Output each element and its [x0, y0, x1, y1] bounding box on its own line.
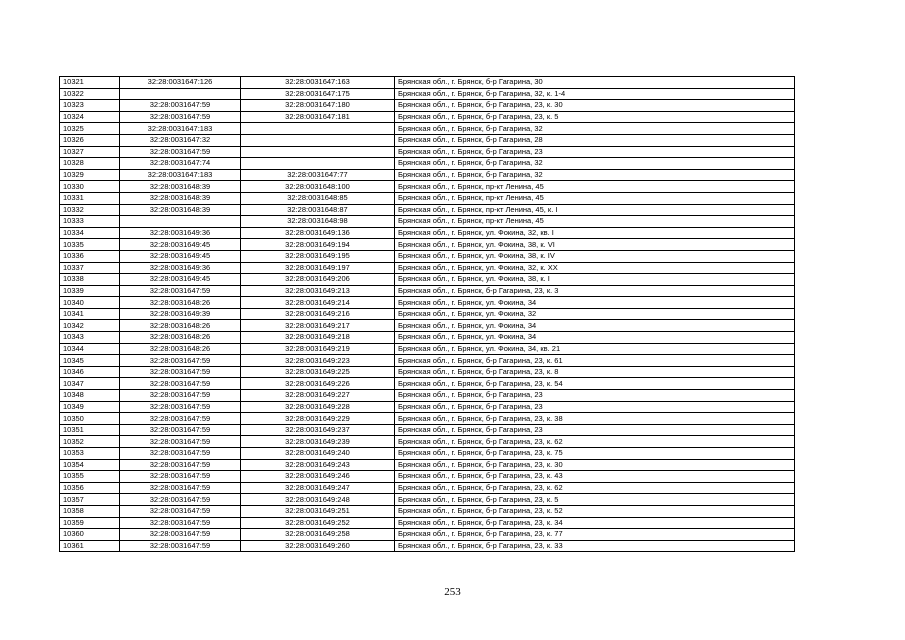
table-row [60, 343, 795, 355]
parcel-cadastral-number-cell: 32:28:0031647:59 [120, 401, 241, 413]
parcel-cadastral-number-cell: 32:28:0031647:59 [120, 285, 241, 297]
parcel-cadastral-number-cell: 32:28:0031647:59 [120, 482, 241, 494]
table-row [60, 494, 795, 506]
object-cadastral-number-cell: 32:28:0031649:218 [241, 332, 395, 344]
table-row [60, 146, 795, 158]
parcel-cadastral-number-cell: 32:28:0031648:26 [120, 332, 241, 344]
object-cadastral-number-cell: 32:28:0031649:240 [241, 448, 395, 460]
record-number-cell: 10341 [60, 308, 120, 320]
table-row [60, 482, 795, 494]
address-cell: Брянская обл., г. Брянск, б-р Гагарина, 32, к. 1-4 [395, 88, 795, 100]
parcel-cadastral-number-cell: 32:28:0031647:59 [120, 390, 241, 402]
parcel-cadastral-number-cell: 32:28:0031647:126 [120, 77, 241, 89]
address-cell: Брянская обл., г. Брянск, б-р Гагарина, 23, к. 34 [395, 517, 795, 529]
address-cell: Брянская обл., г. Брянск, ул. Фокина, 32, кв. I [395, 227, 795, 239]
record-number-cell: 10328 [60, 158, 120, 170]
object-cadastral-number-cell: 32:28:0031649:219 [241, 343, 395, 355]
object-cadastral-number-cell: 32:28:0031649:214 [241, 297, 395, 309]
object-cadastral-number-cell: 32:28:0031649:251 [241, 505, 395, 517]
address-cell: Брянская обл., г. Брянск, б-р Гагарина, 23, к. 43 [395, 471, 795, 483]
object-cadastral-number-cell: 32:28:0031649:260 [241, 540, 395, 552]
object-cadastral-number-cell [241, 134, 395, 146]
record-number-cell: 10323 [60, 100, 120, 112]
object-cadastral-number-cell [241, 123, 395, 135]
record-number-cell: 10344 [60, 343, 120, 355]
address-cell: Брянская обл., г. Брянск, пр-кт Ленина, 45 [395, 192, 795, 204]
object-cadastral-number-cell: 32:28:0031647:180 [241, 100, 395, 112]
table-row [60, 123, 795, 135]
table-row [60, 88, 795, 100]
table-row [60, 448, 795, 460]
table-row [60, 308, 795, 320]
address-cell: Брянская обл., г. Брянск, б-р Гагарина, 23, к. 30 [395, 459, 795, 471]
table-row [60, 285, 795, 297]
object-cadastral-number-cell: 32:28:0031649:243 [241, 459, 395, 471]
table-row [60, 227, 795, 239]
table-row [60, 390, 795, 402]
record-number-cell: 10332 [60, 204, 120, 216]
parcel-cadastral-number-cell: 32:28:0031647:32 [120, 134, 241, 146]
object-cadastral-number-cell: 32:28:0031649:227 [241, 390, 395, 402]
registry-table [59, 76, 795, 552]
object-cadastral-number-cell: 32:28:0031649:195 [241, 250, 395, 262]
parcel-cadastral-number-cell [120, 88, 241, 100]
object-cadastral-number-cell: 32:28:0031648:85 [241, 192, 395, 204]
record-number-cell: 10351 [60, 424, 120, 436]
address-cell: Брянская обл., г. Брянск, б-р Гагарина, 23, к. 33 [395, 540, 795, 552]
table-row [60, 366, 795, 378]
address-cell: Брянская обл., г. Брянск, б-р Гагарина, 23, к. 3 [395, 285, 795, 297]
address-cell: Брянская обл., г. Брянск, пр-кт Ленина, 45, к. I [395, 204, 795, 216]
address-cell: Брянская обл., г. Брянск, б-р Гагарина, 23, к. 62 [395, 482, 795, 494]
record-number-cell: 10357 [60, 494, 120, 506]
parcel-cadastral-number-cell: 32:28:0031649:45 [120, 274, 241, 286]
parcel-cadastral-number-cell: 32:28:0031647:59 [120, 378, 241, 390]
table-row [60, 529, 795, 541]
object-cadastral-number-cell: 32:28:0031649:226 [241, 378, 395, 390]
record-number-cell: 10345 [60, 355, 120, 367]
object-cadastral-number-cell: 32:28:0031649:136 [241, 227, 395, 239]
record-number-cell: 10361 [60, 540, 120, 552]
table-row [60, 204, 795, 216]
object-cadastral-number-cell: 32:28:0031649:252 [241, 517, 395, 529]
object-cadastral-number-cell: 32:28:0031648:87 [241, 204, 395, 216]
table-row [60, 320, 795, 332]
table-row [60, 332, 795, 344]
table-row [60, 355, 795, 367]
address-cell: Брянская обл., г. Брянск, ул. Фокина, 38, к. IV [395, 250, 795, 262]
table-row [60, 158, 795, 170]
record-number-cell: 10347 [60, 378, 120, 390]
object-cadastral-number-cell: 32:28:0031649:258 [241, 529, 395, 541]
address-cell: Брянская обл., г. Брянск, пр-кт Ленина, 45 [395, 181, 795, 193]
object-cadastral-number-cell [241, 158, 395, 170]
parcel-cadastral-number-cell: 32:28:0031648:26 [120, 297, 241, 309]
parcel-cadastral-number-cell: 32:28:0031647:183 [120, 169, 241, 181]
parcel-cadastral-number-cell: 32:28:0031647:59 [120, 355, 241, 367]
parcel-cadastral-number-cell: 32:28:0031649:36 [120, 262, 241, 274]
record-number-cell: 10360 [60, 529, 120, 541]
record-number-cell: 10343 [60, 332, 120, 344]
record-number-cell: 10340 [60, 297, 120, 309]
record-number-cell: 10358 [60, 505, 120, 517]
address-cell: Брянская обл., г. Брянск, б-р Гагарина, 23, к. 52 [395, 505, 795, 517]
address-cell: Брянская обл., г. Брянск, ул. Фокина, 34 [395, 332, 795, 344]
address-cell: Брянская обл., г. Брянск, б-р Гагарина, 23, к. 61 [395, 355, 795, 367]
table-row [60, 297, 795, 309]
address-cell: Брянская обл., г. Брянск, б-р Гагарина, 23 [395, 390, 795, 402]
parcel-cadastral-number-cell: 32:28:0031647:59 [120, 471, 241, 483]
parcel-cadastral-number-cell: 32:28:0031647:59 [120, 424, 241, 436]
table-row [60, 134, 795, 146]
record-number-cell: 10353 [60, 448, 120, 460]
record-number-cell: 10354 [60, 459, 120, 471]
parcel-cadastral-number-cell: 32:28:0031647:59 [120, 459, 241, 471]
record-number-cell: 10327 [60, 146, 120, 158]
object-cadastral-number-cell: 32:28:0031649:248 [241, 494, 395, 506]
record-number-cell: 10342 [60, 320, 120, 332]
parcel-cadastral-number-cell: 32:28:0031648:26 [120, 343, 241, 355]
record-number-cell: 10334 [60, 227, 120, 239]
parcel-cadastral-number-cell: 32:28:0031647:59 [120, 517, 241, 529]
object-cadastral-number-cell: 32:28:0031647:181 [241, 111, 395, 123]
address-cell: Брянская обл., г. Брянск, ул. Фокина, 32, к. XX [395, 262, 795, 274]
address-cell: Брянская обл., г. Брянск, б-р Гагарина, 23, к. 54 [395, 378, 795, 390]
table-row [60, 540, 795, 552]
parcel-cadastral-number-cell: 32:28:0031647:59 [120, 146, 241, 158]
object-cadastral-number-cell: 32:28:0031649:223 [241, 355, 395, 367]
record-number-cell: 10321 [60, 77, 120, 89]
object-cadastral-number-cell: 32:28:0031649:247 [241, 482, 395, 494]
address-cell: Брянская обл., г. Брянск, б-р Гагарина, 23, к. 38 [395, 413, 795, 425]
parcel-cadastral-number-cell: 32:28:0031648:39 [120, 181, 241, 193]
parcel-cadastral-number-cell: 32:28:0031648:26 [120, 320, 241, 332]
address-cell: Брянская обл., г. Брянск, б-р Гагарина, 23, к. 8 [395, 366, 795, 378]
address-cell: Брянская обл., г. Брянск, б-р Гагарина, 28 [395, 134, 795, 146]
address-cell: Брянская обл., г. Брянск, ул. Фокина, 32 [395, 308, 795, 320]
object-cadastral-number-cell: 32:28:0031648:100 [241, 181, 395, 193]
table-row [60, 471, 795, 483]
object-cadastral-number-cell: 32:28:0031649:217 [241, 320, 395, 332]
parcel-cadastral-number-cell: 32:28:0031649:45 [120, 239, 241, 251]
address-cell: Брянская обл., г. Брянск, б-р Гагарина, 23 [395, 424, 795, 436]
record-number-cell: 10336 [60, 250, 120, 262]
object-cadastral-number-cell: 32:28:0031649:239 [241, 436, 395, 448]
record-number-cell: 10325 [60, 123, 120, 135]
table-row [60, 424, 795, 436]
address-cell: Брянская обл., г. Брянск, б-р Гагарина, 23, к. 5 [395, 494, 795, 506]
record-number-cell: 10335 [60, 239, 120, 251]
table-row [60, 262, 795, 274]
object-cadastral-number-cell: 32:28:0031649:229 [241, 413, 395, 425]
object-cadastral-number-cell: 32:28:0031649:228 [241, 401, 395, 413]
parcel-cadastral-number-cell: 32:28:0031648:39 [120, 192, 241, 204]
address-cell: Брянская обл., г. Брянск, б-р Гагарина, 23, к. 77 [395, 529, 795, 541]
address-cell: Брянская обл., г. Брянск, ул. Фокина, 38, к. VI [395, 239, 795, 251]
address-cell: Брянская обл., г. Брянск, ул. Фокина, 34 [395, 297, 795, 309]
record-number-cell: 10338 [60, 274, 120, 286]
address-cell: Брянская обл., г. Брянск, б-р Гагарина, 23 [395, 401, 795, 413]
record-number-cell: 10356 [60, 482, 120, 494]
parcel-cadastral-number-cell: 32:28:0031649:39 [120, 308, 241, 320]
address-cell: Брянская обл., г. Брянск, ул. Фокина, 38, к. I [395, 274, 795, 286]
parcel-cadastral-number-cell: 32:28:0031649:36 [120, 227, 241, 239]
object-cadastral-number-cell: 32:28:0031649:225 [241, 366, 395, 378]
record-number-cell: 10333 [60, 216, 120, 228]
table-row [60, 216, 795, 228]
object-cadastral-number-cell: 32:28:0031647:175 [241, 88, 395, 100]
object-cadastral-number-cell [241, 146, 395, 158]
parcel-cadastral-number-cell: 32:28:0031647:59 [120, 494, 241, 506]
object-cadastral-number-cell: 32:28:0031649:194 [241, 239, 395, 251]
table-row [60, 239, 795, 251]
address-cell: Брянская обл., г. Брянск, б-р Гагарина, 23, к. 75 [395, 448, 795, 460]
record-number-cell: 10322 [60, 88, 120, 100]
parcel-cadastral-number-cell: 32:28:0031648:39 [120, 204, 241, 216]
parcel-cadastral-number-cell: 32:28:0031647:59 [120, 100, 241, 112]
table-row [60, 77, 795, 89]
record-number-cell: 10337 [60, 262, 120, 274]
address-cell: Брянская обл., г. Брянск, пр-кт Ленина, 45 [395, 216, 795, 228]
object-cadastral-number-cell: 32:28:0031647:163 [241, 77, 395, 89]
address-cell: Брянская обл., г. Брянск, б-р Гагарина, 23, к. 5 [395, 111, 795, 123]
address-cell: Брянская обл., г. Брянск, б-р Гагарина, 23, к. 62 [395, 436, 795, 448]
record-number-cell: 10330 [60, 181, 120, 193]
table-row [60, 413, 795, 425]
record-number-cell: 10329 [60, 169, 120, 181]
table-row [60, 436, 795, 448]
record-number-cell: 10331 [60, 192, 120, 204]
record-number-cell: 10349 [60, 401, 120, 413]
table-row [60, 505, 795, 517]
address-cell: Брянская обл., г. Брянск, б-р Гагарина, 23 [395, 146, 795, 158]
address-cell: Брянская обл., г. Брянск, ул. Фокина, 34 [395, 320, 795, 332]
address-cell: Брянская обл., г. Брянск, б-р Гагарина, 30 [395, 77, 795, 89]
parcel-cadastral-number-cell [120, 216, 241, 228]
address-cell: Брянская обл., г. Брянск, ул. Фокина, 34, кв. 21 [395, 343, 795, 355]
object-cadastral-number-cell: 32:28:0031649:213 [241, 285, 395, 297]
record-number-cell: 10326 [60, 134, 120, 146]
parcel-cadastral-number-cell: 32:28:0031647:59 [120, 529, 241, 541]
record-number-cell: 10324 [60, 111, 120, 123]
address-cell: Брянская обл., г. Брянск, б-р Гагарина, 32 [395, 169, 795, 181]
table-row [60, 100, 795, 112]
registry-table-body [60, 77, 795, 552]
address-cell: Брянская обл., г. Брянск, б-р Гагарина, 32 [395, 123, 795, 135]
record-number-cell: 10350 [60, 413, 120, 425]
object-cadastral-number-cell: 32:28:0031649:216 [241, 308, 395, 320]
record-number-cell: 10359 [60, 517, 120, 529]
table-row [60, 459, 795, 471]
record-number-cell: 10348 [60, 390, 120, 402]
page-number: 253 [444, 586, 461, 598]
parcel-cadastral-number-cell: 32:28:0031647:59 [120, 505, 241, 517]
parcel-cadastral-number-cell: 32:28:0031647:59 [120, 413, 241, 425]
table-row [60, 517, 795, 529]
table-row [60, 111, 795, 123]
parcel-cadastral-number-cell: 32:28:0031649:45 [120, 250, 241, 262]
table-row [60, 274, 795, 286]
record-number-cell: 10355 [60, 471, 120, 483]
parcel-cadastral-number-cell: 32:28:0031647:59 [120, 111, 241, 123]
object-cadastral-number-cell: 32:28:0031647:77 [241, 169, 395, 181]
object-cadastral-number-cell: 32:28:0031648:98 [241, 216, 395, 228]
parcel-cadastral-number-cell: 32:28:0031647:74 [120, 158, 241, 170]
object-cadastral-number-cell: 32:28:0031649:237 [241, 424, 395, 436]
parcel-cadastral-number-cell: 32:28:0031647:183 [120, 123, 241, 135]
address-cell: Брянская обл., г. Брянск, б-р Гагарина, 32 [395, 158, 795, 170]
parcel-cadastral-number-cell: 32:28:0031647:59 [120, 366, 241, 378]
table-row [60, 169, 795, 181]
table-row [60, 401, 795, 413]
object-cadastral-number-cell: 32:28:0031649:197 [241, 262, 395, 274]
table-row [60, 192, 795, 204]
record-number-cell: 10346 [60, 366, 120, 378]
table-row [60, 378, 795, 390]
record-number-cell: 10352 [60, 436, 120, 448]
object-cadastral-number-cell: 32:28:0031649:206 [241, 274, 395, 286]
object-cadastral-number-cell: 32:28:0031649:246 [241, 471, 395, 483]
parcel-cadastral-number-cell: 32:28:0031647:59 [120, 448, 241, 460]
parcel-cadastral-number-cell: 32:28:0031647:59 [120, 436, 241, 448]
parcel-cadastral-number-cell: 32:28:0031647:59 [120, 540, 241, 552]
table-row [60, 181, 795, 193]
record-number-cell: 10339 [60, 285, 120, 297]
table-row [60, 250, 795, 262]
address-cell: Брянская обл., г. Брянск, б-р Гагарина, 23, к. 30 [395, 100, 795, 112]
